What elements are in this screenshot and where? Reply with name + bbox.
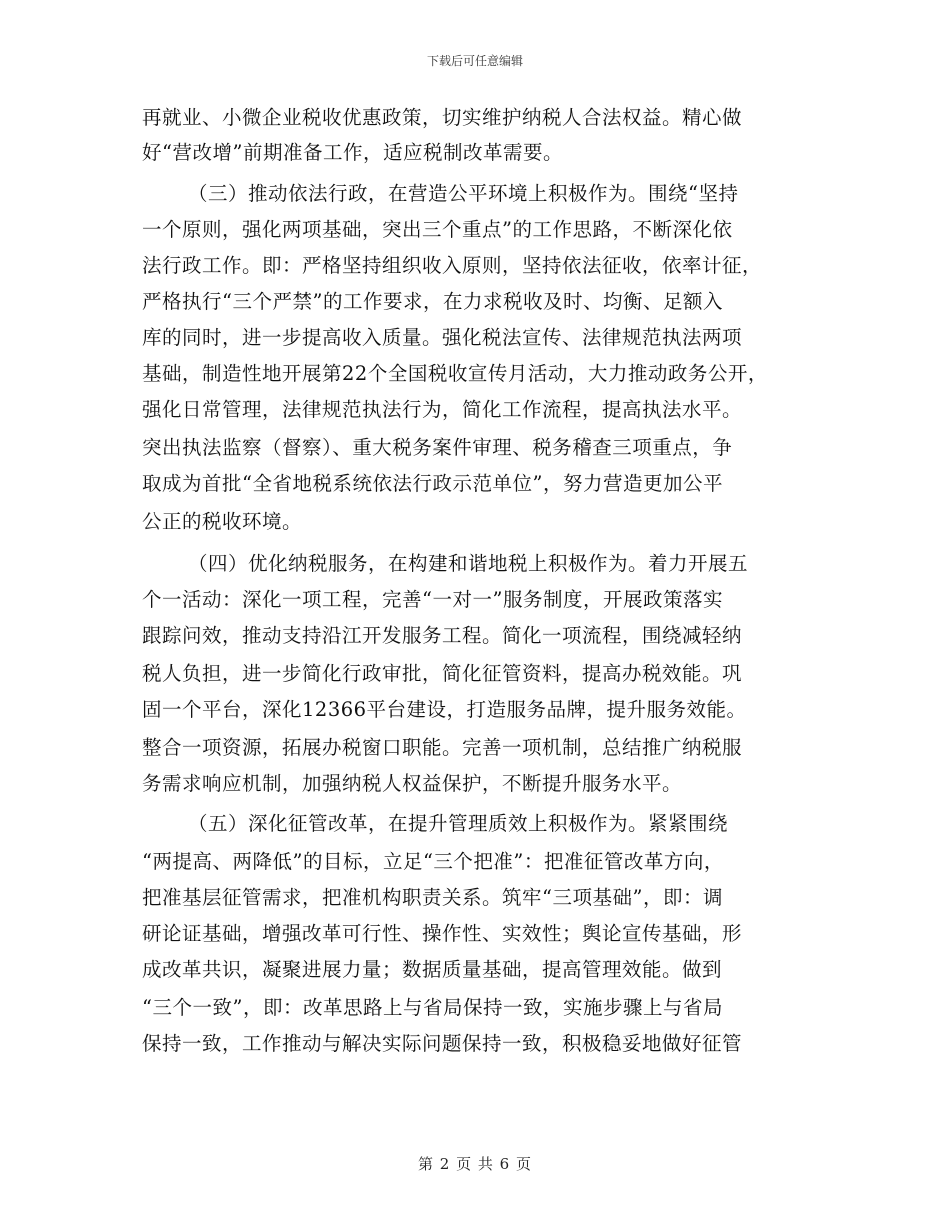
text-line: 一个原则，强化两项基础，突出三个重点”的工作思路，不断深化依 [142,218,733,241]
text-line: 把准基层征管需求，把准机构职责关系。筑牢“三项基础”，即：调 [142,886,723,909]
paragraph-start: （四）优化纳税服务，在构建和谐地税上积极作为。着力开展五 [188,552,749,575]
text-line: 保持一致，工作推动与解决实际问题保持一致，积极稳妥地做好征管 [142,1032,743,1055]
text-line: 整合一项资源，拓展办税窗口职能。完善一项机制，总结推广纳税服 [142,736,743,759]
text-line: 个一活动：深化一项工程，完善“一对一”服务制度，开展政策落实 [142,588,723,611]
text-line: 跟踪问效，推动支持沿江开发服务工程。简化一项流程，围绕减轻纳 [142,624,743,647]
text-line: 库的同时，进一步提高收入质量。强化税法宣传、法律规范执法两项 [142,326,743,349]
text-line: 取成为首批“全省地税系统依法行政示范单位”，努力营造更加公平 [142,472,723,495]
text-line: 公正的税收环境。 [142,510,303,533]
text-line: 严格执行“三个严禁”的工作要求，在力求税收及时、均衡、足额入 [142,290,723,313]
text-line: 税人负担，进一步简化行政审批，简化征管资料，提高办税效能。巩 [142,662,743,685]
text-line: 突出执法监察（督察）、重大税务案件审理、税务稽查三项重点，争 [142,436,733,459]
page-number-footer: 第 2 页 共 6 页 [418,1155,532,1173]
text-line: 强化日常管理，法律规范执法行为，简化工作流程，提高执法水平。 [142,398,743,421]
text-line: 固一个平台，深化12366平台建设，打造服务品牌，提升服务效能。 [142,698,747,721]
text-line: 务需求响应机制，加强纳税人权益保护，不断提升服务水平。 [142,772,683,795]
paragraph-start: （三）推动依法行政，在营造公平环境上积极作为。围绕“坚持 [188,182,739,205]
text-line: “两提高、两降低”的目标，立足“三个把准”：把准征管改革方向， [142,850,724,873]
text-line: 基础，制造性地开展第22个全国税收宣传月活动，大力推动政务公开， [142,362,768,385]
text-line: 法行政工作。即：严格坚持组织收入原则，坚持依法征收，依率计征， [142,254,763,277]
text-line: 好“营改增”前期准备工作，适应税制改革需要。 [142,141,563,164]
text-line: 研论证基础，增强改革可行性、操作性、实效性；舆论宣传基础，形 [142,922,743,945]
text-line: 成改革共识，凝聚进展力量；数据质量基础，提高管理效能。做到 [142,958,723,981]
text-line: 再就业、小微企业税收优惠政策，切实维护纳税人合法权益。精心做 [142,106,743,129]
text-line: “三个一致”，即：改革思路上与省局保持一致，实施步骤上与省局 [142,996,723,1019]
paragraph-start: （五）深化征管改革，在提升管理质效上积极作为。紧紧围绕 [188,812,729,835]
page-header: 下载后可任意编辑 [426,54,523,68]
